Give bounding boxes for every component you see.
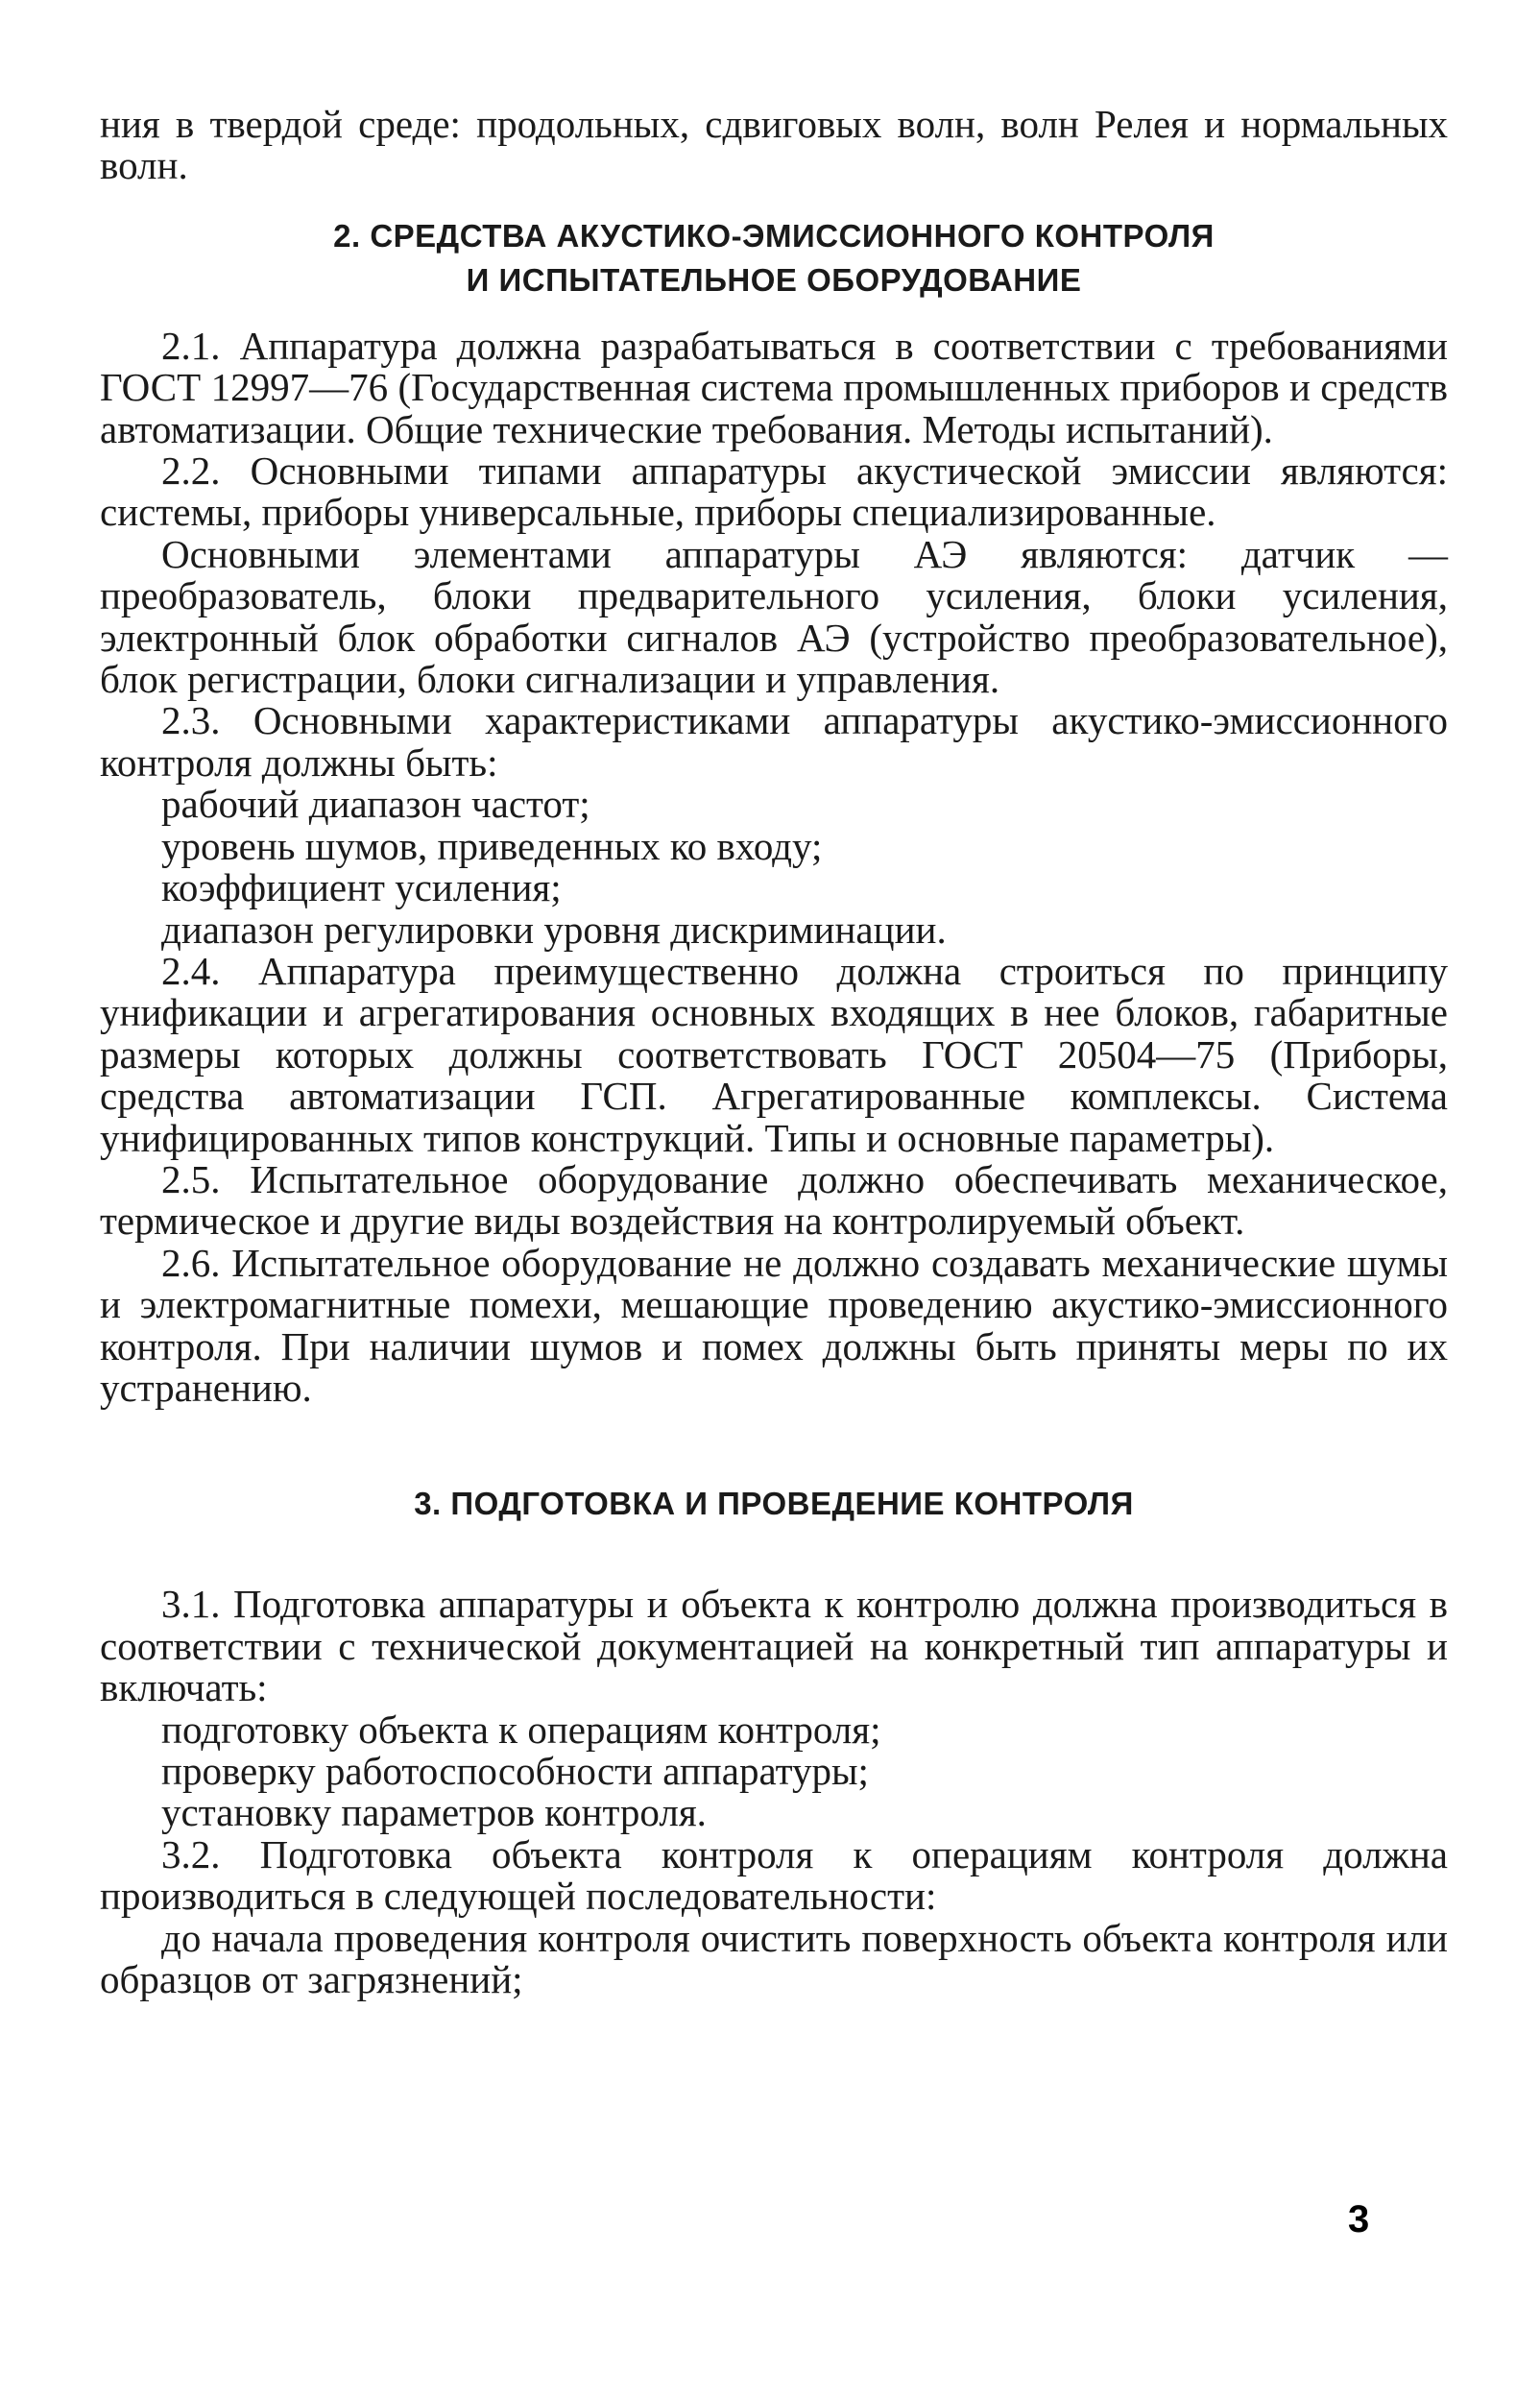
list-item: уровень шумов, приведенных ко входу; (161, 823, 823, 868)
section-2-heading-line-2: И ИСПЫТАТЕЛЬНОЕ ОБОРУДОВАНИЕ (466, 261, 1082, 298)
list-item: установку параметров контроля. (161, 1790, 707, 1835)
page-number: 3 (1348, 2198, 1370, 2240)
continuation-paragraph: ния в твердой среде: продольных, сдвиговых волн, волн Релея и нормальных волн. (100, 102, 1448, 188)
paragraph-3-2: 3.2. Подготовка объекта контроля к операциям контроля должна производиться в следующей последовательности: (100, 1831, 1448, 1919)
paragraph-2-1: 2.1. Аппаратура должна разрабатываться в соответствии с требованиями ГОСТ 12997—76 (Государственная система промышленных приборов и средств автоматизации. Общие технические требования. Методы испытаний). (100, 323, 1448, 451)
paragraph-2-2-elements: Основными элементами аппаратуры АЭ являются: датчик — преобразователь, блоки предварительного усиления, блоки усиления, электронный блок обработки сигналов АЭ (устройство преобразовательное), блок регистрации, блоки сигнализации и управления. (100, 531, 1448, 702)
list-item: коэффициент усиления; (161, 865, 562, 910)
section-2-heading-line-1: 2. СРЕДСТВА АКУСТИКО-ЭМИССИОННОГО КОНТРОЛЯ (333, 217, 1215, 254)
section-3-heading: 3. ПОДГОТОВКА И ПРОВЕДЕНИЕ КОНТРОЛЯ (414, 1486, 1134, 1522)
list-item: проверку работоспособности аппаратуры; (161, 1749, 869, 1793)
section-2-heading (100, 214, 1448, 303)
list-item: диапазон регулировки уровня дискриминации. (161, 907, 947, 952)
paragraph-3-1: 3.1. Подготовка аппаратуры и объекта к контролю должна производиться в соответствии с технической документацией на конкретный тип аппаратуры и включать: (100, 1582, 1448, 1710)
paragraph-2-5: 2.5. Испытательное оборудование должно обеспечивать механическое, термическое и другие виды воздействия на контролируемый объект. (100, 1156, 1448, 1244)
list-item: рабочий диапазон частот; (161, 782, 590, 827)
paragraph-2-3: 2.3. Основными характеристиками аппаратуры акустико-эмиссионного контроля должны быть: (100, 698, 1448, 785)
paragraph-3-2-step: до начала проведения контроля очистить поверхность объекта контроля или образцов от загрязнений; (100, 1915, 1448, 2002)
paragraph-2-2: 2.2. Основными типами аппаратуры акустической эмиссии являются: системы, приборы универсальные, приборы специализированные. (100, 448, 1448, 535)
list-item: подготовку объекта к операциям контроля; (161, 1707, 881, 1752)
paragraph-2-4: 2.4. Аппаратура преимущественно должна строиться по принципу унификации и агрегатирования основных входящих в нее блоков, габаритные размеры которых должны соответствовать ГОСТ 20504—75 (Приборы, средства автоматизации ГСП. Агрегатированные комплексы. Система унифицированных типов конструкций. Типы и основные параметры). (100, 948, 1448, 1160)
paragraph-2-6: 2.6. Испытательное оборудование не должно создавать механические шумы и электромагнитные помехи, мешающие проведению акустико-эмиссионного контроля. При наличии шумов и помех должны быть приняты меры по их устранению. (100, 1240, 1448, 1410)
